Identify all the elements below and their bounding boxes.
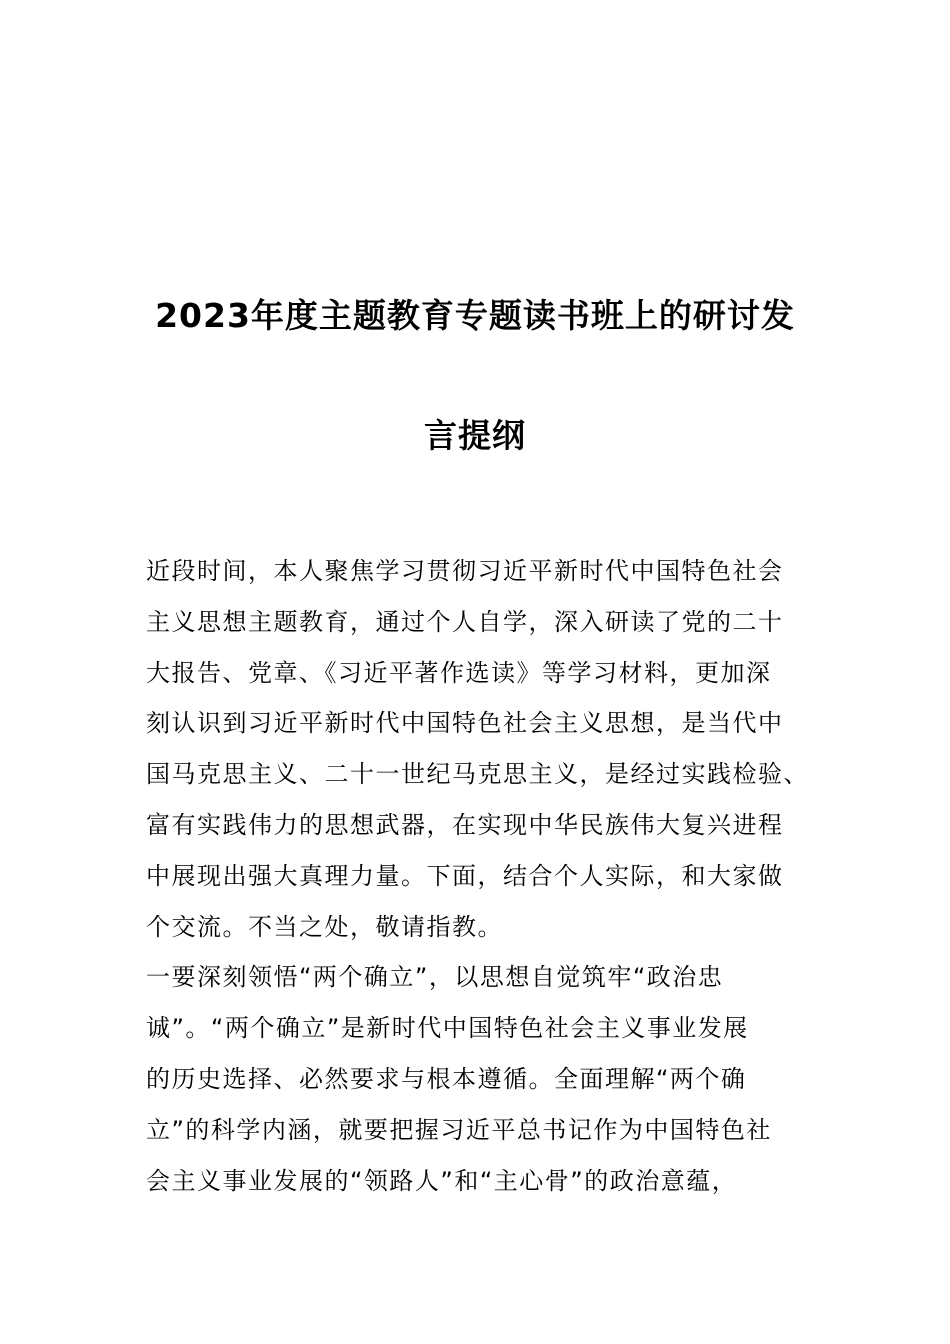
body-line: 一要深刻领悟“两个确立”，以思想自觉筑牢“政治忠 <box>146 963 724 992</box>
document-body <box>146 546 826 1206</box>
body-line: 大报告、党章、《习近平著作选读》等学习材料，更加深 <box>146 658 772 687</box>
body-line: 的历史选择、必然要求与根本遵循。全面理解“两个确 <box>146 1064 747 1093</box>
body-line: 诚”。“两个确立”是新时代中国特色社会主义事业发展 <box>146 1014 749 1043</box>
body-line: 个交流。不当之处，敬请指教。 <box>146 912 503 941</box>
body-line: 近段时间，本人聚焦学习贯彻习近平新时代中国特色社会 <box>146 557 784 585</box>
body-line: 立”的科学内涵，就要把握习近平总书记作为中国特色社 <box>146 1115 772 1144</box>
body-line: 中展现出强大真理力量。下面，结合个人实际，和大家做 <box>146 861 784 890</box>
document-title-line-2: 言提纲 <box>424 416 526 455</box>
document-title-line-1: 2023年度主题教育专题读书班上的研讨发 <box>155 296 795 335</box>
body-line: 国马克思主义、二十一世纪马克思主义，是经过实践检验、 <box>146 760 809 789</box>
body-line: 富有实践伟力的思想武器，在实现中华民族伟大复兴进程 <box>146 810 784 839</box>
body-line: 会主义事业发展的“领路人”和“主心骨”的政治意蕴， <box>146 1166 738 1195</box>
body-line: 主义思想主题教育，通过个人自学，深入研读了党的二十 <box>146 607 784 636</box>
body-line: 刻认识到习近平新时代中国特色社会主义思想，是当代中 <box>146 709 784 738</box>
